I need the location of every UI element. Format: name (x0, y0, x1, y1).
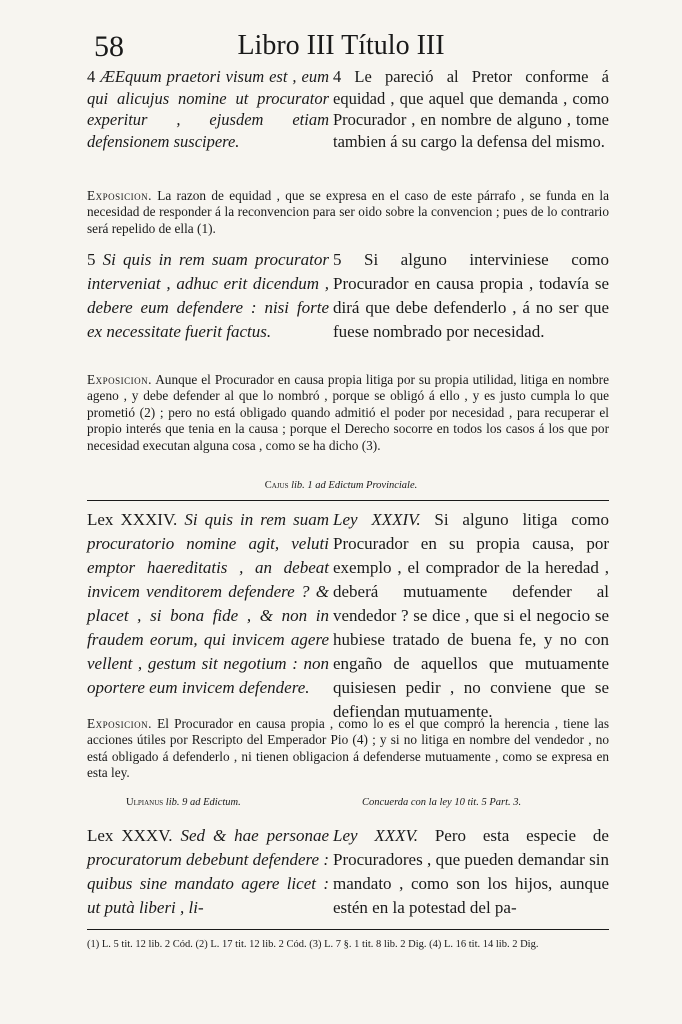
section-5 (87, 248, 609, 344)
spanish-text: 4 Le pareció al Pretor conforme á equidad , que aquel que demanda , como Procurador , en nombre de alguno , tome tambien á su cargo la defensa del mismo. (333, 67, 609, 151)
caption-concuerda: Concuerda con la ley 10 tit. 5 Part. 3. (362, 797, 522, 808)
running-header: Libro III Título III (237, 30, 445, 61)
caption-ulpianus: Ulpianus lib. 9 ad Edictum. (126, 797, 241, 808)
lex-xxxiv (87, 508, 609, 724)
footnote-rule (87, 929, 609, 930)
spanish-text: Ley XXXV. Pero esta especie de Procuradores , que pueden demandar sin mandato , como son los hijos, aunque estén en la potestad del pa- (333, 826, 609, 917)
page-number: 58 (94, 30, 124, 63)
spanish-text: Ley XXXIV. Si alguno litiga como Procurador en su propia causa, por exemplo , el comprador de la heredad , deberá mutuamente defender al vendedor ? se dice , que si el negocio se hubiese tratado de buena fe, y no con engaño de aquellos que mutuamente quisiesen pedir , no conviene que se defiendan mutuamente. (333, 510, 609, 721)
spanish-text: 5 Si alguno interviniese como Procurador en causa propia , todavía se dirá que debe defenderlo , á no ser que fuese nombrado por necesidad. (333, 250, 609, 341)
latin-text: 4 ÆEquum praetori visum est , eum qui alicujus nomine ut procurator experitur , ejusdem etiam defensionem suscipere. (87, 67, 329, 151)
latin-text: 5 Si quis in rem suam procurator interveniat , adhuc erit dicendum , debere eum defendere : nisi forte ex necessitate fuerit factus. (87, 250, 329, 341)
footnotes: (1) L. 5 tit. 12 lib. 2 Cód. (2) L. 17 tit. 12 lib. 2 Cód. (3) L. 7 §. 1 tit. 8 lib. 2 Dig. (4) L. 16 tit. 14 lib. 2 Dig. (87, 939, 539, 950)
exposicion-3: Exposicion. El Procurador en causa propia , como lo es el que compró la herencia , tiene las acciones útiles por Rescripto del Emperador Pio (4) ; y si no litiga en nombre del vendedor , no está obligado á defenderlo , ni tienen obligacion á defenderse mutuamente , como se expresa en esta ley. (87, 716, 609, 781)
latin-text: Lex XXXV. Sed & hae personae procuratorum debebunt defendere : quibus sine mandato agere licet : ut putà liberi , li- (87, 826, 329, 917)
exposicion-2: Exposicion. Aunque el Procurador en causa propia litiga por su propia utilidad, litiga en nombre ageno , y debe defender al que lo nombró , porque se obligó á ello , y es justo cumpla lo que prometió (2) ; pero no está obligado quando admitió el poder por necesidad , para recuperar el propio interés que tenia en la causa ; porque el Derecho socorre en todos los casos á los que por necesidad executan alguna cosa , como se ha dicho (3). (87, 372, 609, 453)
exposicion-1: Exposicion. La razon de equidad , que se expresa en el caso de este párrafo , se funda en la necesidad de responder á la reconvencion para ser oido sobre la convencion ; pues de lo contrario será repelido de ella (1). (87, 188, 609, 236)
latin-text: Lex XXXIV. Si quis in rem suam procuratorio nomine agit, veluti emptor haereditatis , an debeat invicem venditorem defendere ? & placet , si bona fide , & non in fraudem eorum, qui invicem agere vellent , gestum sit negotium : non oportere eum invicem defendere. (87, 510, 329, 697)
divider (87, 500, 609, 501)
lex-xxxv (87, 824, 609, 920)
caption-cajus: Cajus lib. 1 ad Edictum Provinciale. (264, 480, 418, 491)
section-4 (87, 66, 609, 152)
